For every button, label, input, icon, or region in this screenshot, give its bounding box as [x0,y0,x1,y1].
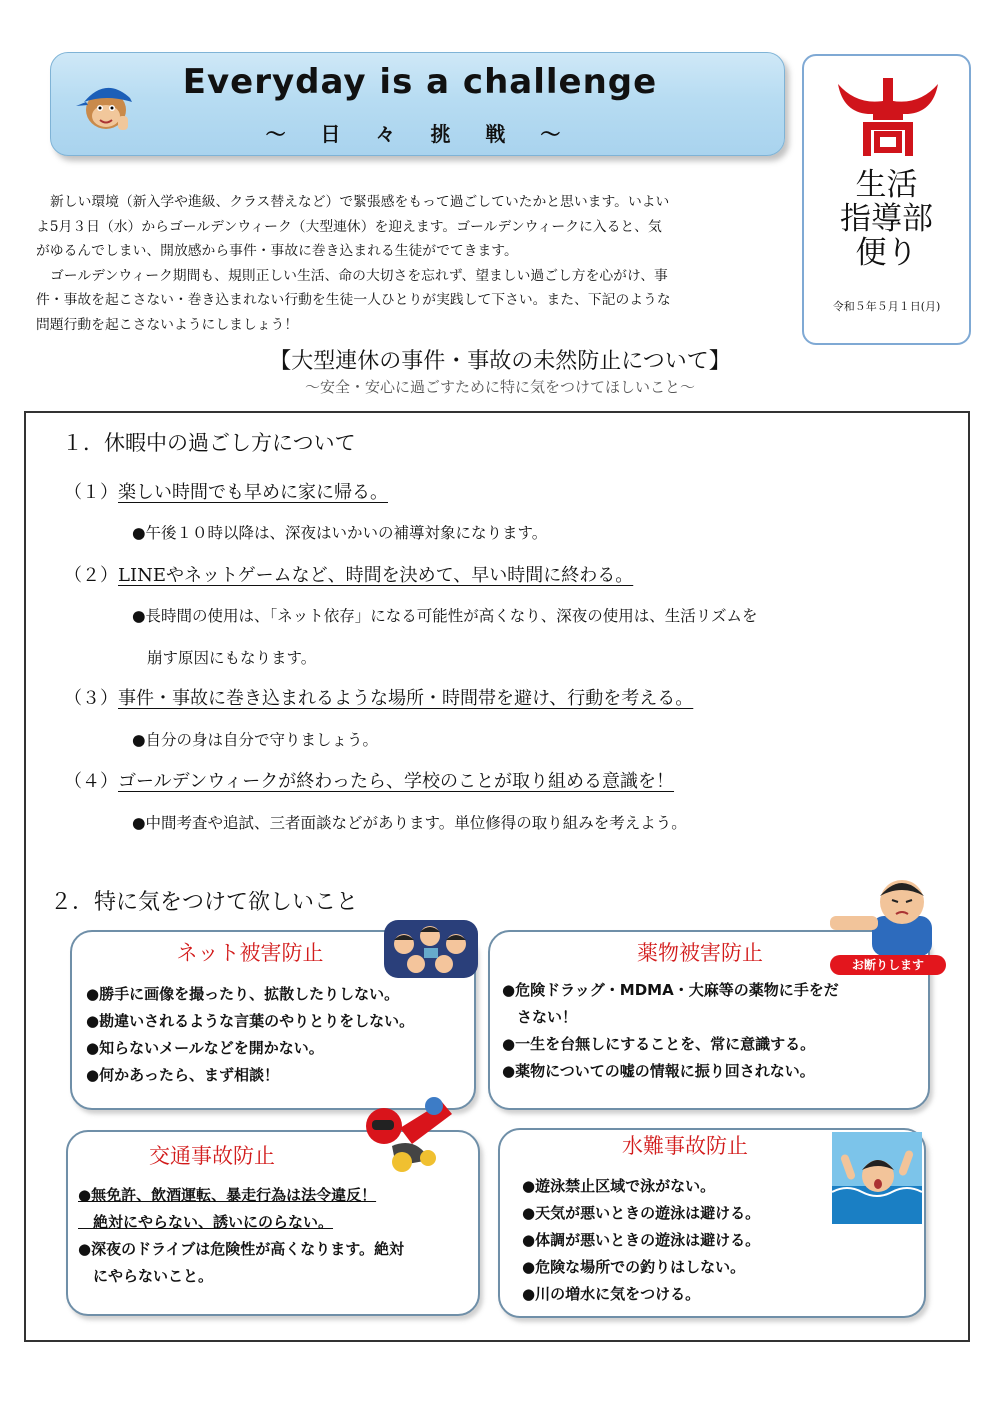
department-title [802,168,971,270]
box-line: ●深夜のドライブは危険性が高くなります。絶対 [78,1240,404,1258]
water-safety-title: 水難事故防止 [622,1134,748,1158]
sub-heading: ～安全・安心に過ごすために特に気をつけてほしいこと～ [304,378,695,396]
box-line: ●勘違いされるような言葉のやりとりをしない。 [86,1012,415,1030]
intro-line: よ5月３日（水）からゴールデンウィーク（大型連休）を迎えます。ゴールデンウィークに入ると、気 [36,218,662,235]
item-number: （１） [64,482,118,503]
box-line: ●遊泳禁止区域で泳がない。 [522,1177,716,1195]
department-title-line: 指導部 [840,201,933,237]
water-safety-lines [522,1173,760,1308]
intro-line: 問題行動を起こさないようにしましょう！ [36,316,299,333]
box-line: ●一生を台無しにすることを、常に意識する。 [502,1035,816,1053]
refusal-badge: お断りします [830,955,946,975]
bullet-text: 崩す原因にもなります。 [147,649,317,667]
man-refusing-gesture-icon [826,872,946,956]
box-line: ●危険ドラッグ・MDMA・大麻等の薬物に手をだ [502,981,839,999]
drowning-person-icon [832,1132,922,1224]
bullet-text: ●自分の身は自分で守りましょう。 [132,731,379,749]
school-emblem-icon [833,72,943,162]
item-number: （２） [64,565,118,586]
item-number: （３） [64,688,118,709]
intro-line: がゆるんでしまい、開放感から事件・事故に巻き込まれる生徒がでてきます。 [36,243,518,259]
box-line: ●何かあったら、まず相談！ [86,1066,279,1084]
box-line: ●無免許、飲酒運転、暴走行為は法令違反！ [78,1186,377,1204]
bullet-text: ●午後１０時以降は、深夜はいかいの補導対象になります。 [132,524,548,542]
motorcycle-crash-icon [356,1092,464,1176]
list-item [64,561,633,587]
banner-subtitle: ～ 日 々 挑 戦 ～ [265,122,575,146]
traffic-safety-title: 交通事故防止 [149,1144,275,1168]
box-line: ●川の増水に気をつける。 [522,1285,701,1303]
item-text: LINEやネットゲームなど、時間を決めて、早い時間に終わる。 [118,565,634,586]
box-line: ●薬物についての嘘の情報に振り回されない。 [502,1062,815,1080]
list-item [64,767,674,793]
intro-line: ゴールデンウィーク期間も、規則正しい生活、命の大切さを忘れず、望ましい過ごし方を心がけ、事 [50,267,668,284]
issue-date: 令和５年５月１日(月) [832,300,941,313]
department-title-line: 便り [855,235,918,271]
bullet-text: ●長時間の使用は、「ネット依存」になる可能性が高くなり、深夜の使用は、生活リズムを [132,607,758,625]
box-line: さない！ [502,1008,578,1026]
item-text: ゴールデンウィークが終わったら、学校のことが取り組める意識を！ [118,771,675,792]
intro-text [36,190,796,337]
item-text: 事件・事故に巻き込まれるような場所・時間帯を避け、行動を考える。 [118,688,694,709]
department-title-line: 生活 [855,167,918,203]
drug-safety-title: 薬物被害防止 [637,941,763,965]
banner-title: Everyday is a challenge [182,62,658,102]
box-line: ●知らないメールなどを開かない。 [86,1039,324,1057]
box-line: にやらないこと。 [78,1267,214,1285]
box-line: ●勝手に画像を撮ったり、拡散したりしない。 [86,985,400,1003]
box-line: ●天気が悪いときの遊泳は避ける。 [522,1204,761,1222]
traffic-safety-lines [78,1182,404,1290]
list-item [64,684,693,710]
drug-safety-lines [502,977,839,1085]
net-safety-lines [86,981,414,1089]
item-number: （４） [64,771,118,792]
section1-title: １．休暇中の過ごし方について [62,431,356,455]
intro-line: 新しい環境（新入学や進級、クラス替えなど）で緊張感をもって過ごしていたかと思います。いよい [50,194,670,210]
box-line: ●危険な場所での釣りはしない。 [522,1258,746,1276]
box-line: 絶対にやらない、誘いにのらない。 [78,1213,334,1231]
box-line: ●体調が悪いときの遊泳は避ける。 [522,1231,761,1249]
item-text: 楽しい時間でも早めに家に帰る。 [118,482,388,503]
net-safety-title: ネット被害防止 [176,941,324,965]
list-item [64,478,388,504]
kids-with-smartphones-icon [380,910,482,982]
intro-line: 件・事故を起こさない・巻き込まれない行動を生徒一人ひとりが実践して下さい。また、下記のような [36,292,671,308]
main-heading: 【大型連休の事件・事故の未然防止について】 [269,349,731,374]
bullet-text: ●中間考査や追試、三者面談などがあります。単位修得の取り組みを考えよう。 [132,814,687,832]
section2-title: ２．特に気をつけて欲しいこと [50,890,359,915]
